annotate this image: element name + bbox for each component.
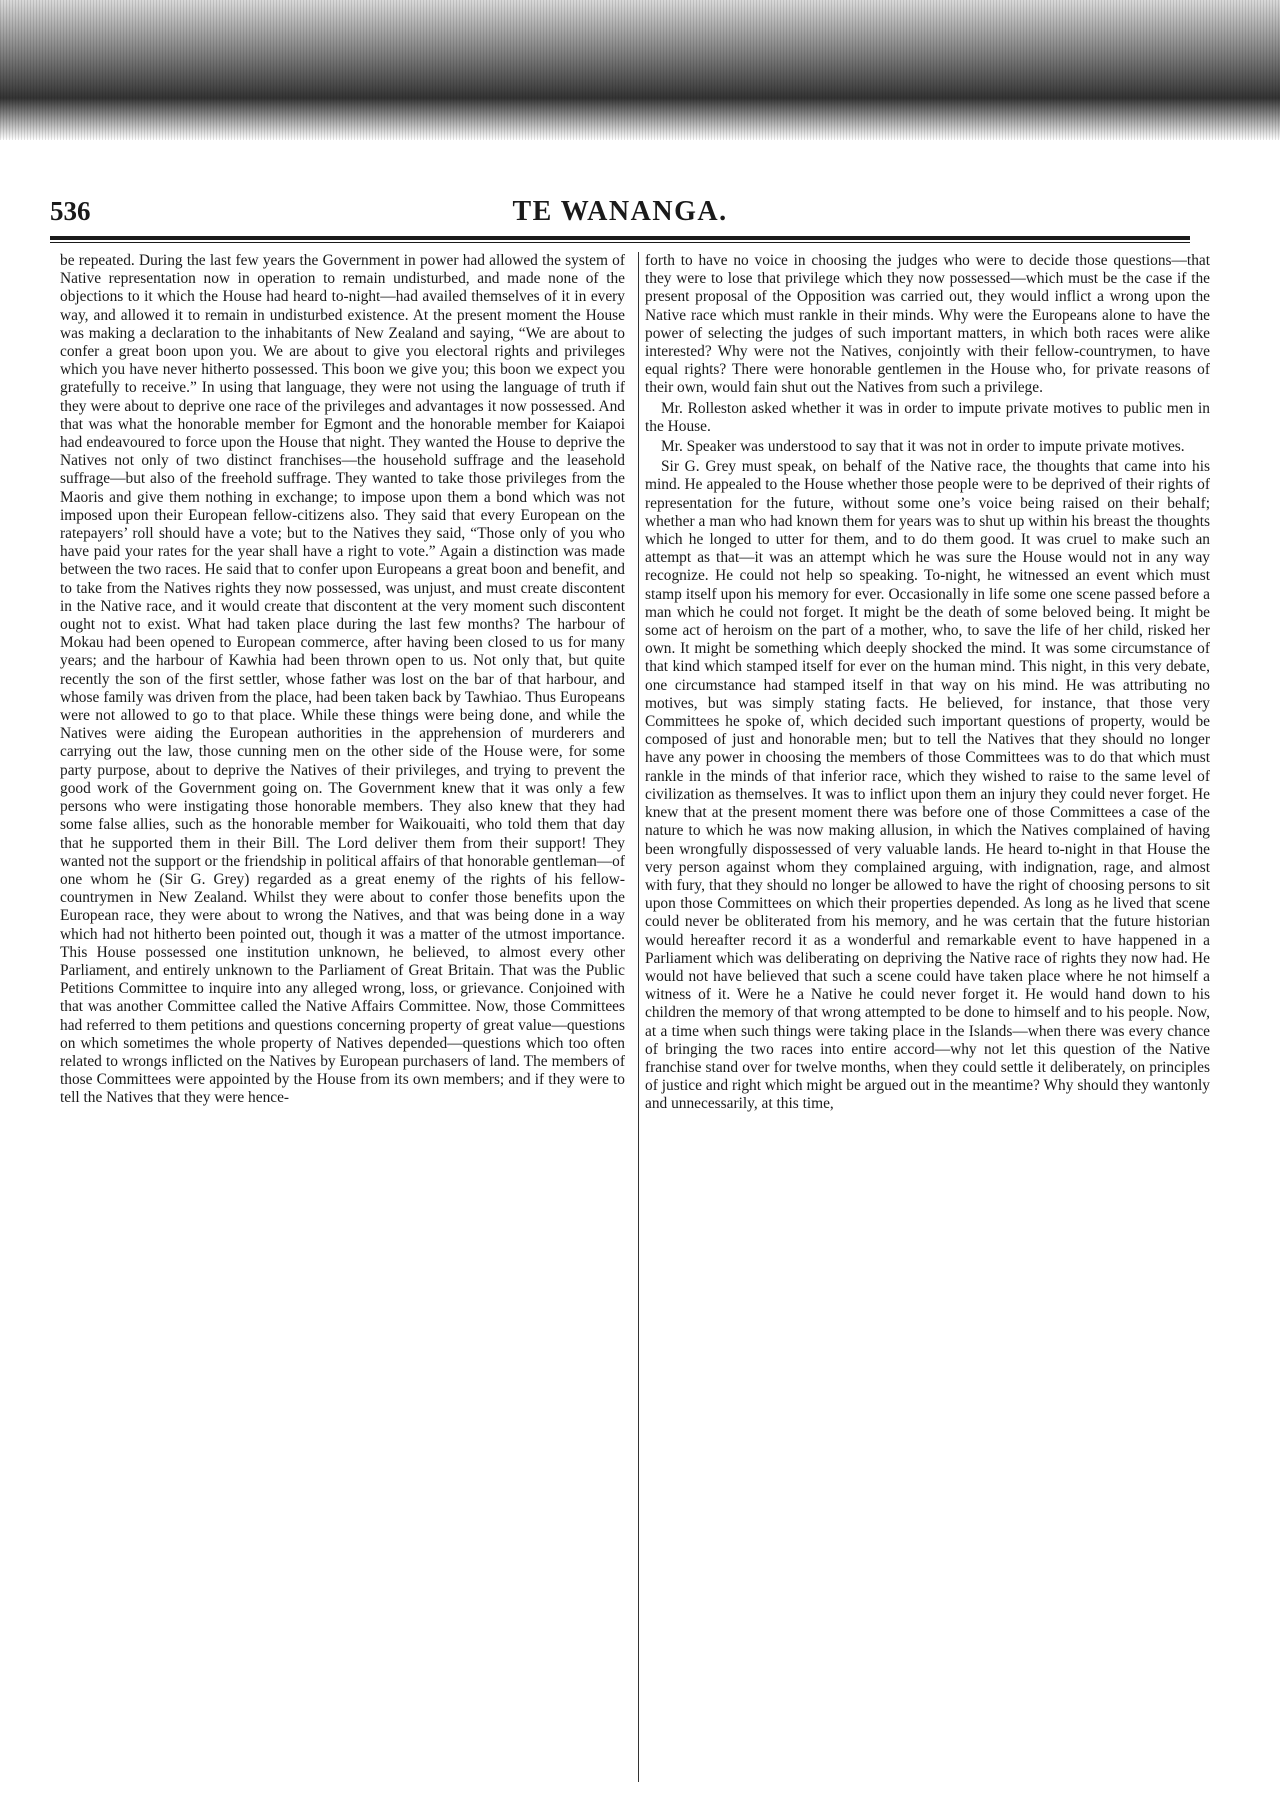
right-paragraph-2: Mr. Rolleston asked whether it was in order to impute private motives to public men in the House. (645, 399, 1210, 435)
scanned-page-top-edge (0, 0, 1280, 140)
right-paragraph-3: Mr. Speaker was understood to say that it was not in order to impute private motives. (661, 438, 1185, 456)
page-header (50, 196, 1190, 230)
left-paragraph-1: be repeated. During the last few years the Government in power had allowed the system of Native representation now in operation to remain undisturbed, and made none of the objections to it which the House had heard to-night—had availed themselves of it in every way, and allowed it to remain in undisturbed existence. At the present moment the House was making a declaration to the inhabitants of New Zealand and saying, “We are about to confer a great boon upon you. We are about to give you electoral rights and privileges which you have never hitherto possessed. This boon we give you; this boon we expect you gratefully to receive.” In using that language, they were not using the language of truth if they were about to deprive one race of the privileges and advantages it now possessed. And that was what the honorable member for Egmont and the honorable member for Kaiapoi had endeavoured to force upon the House that night. They wanted the House to deprive the Natives not only of two distinct franchises—the household suffrage and the leasehold suffrage—but also of the freehold suffrage. They wanted to take those privileges from the Maoris and give them nothing in exchange; to impose upon them a bond which was not imposed upon their European fellow-citizens also. They said that every European on the ratepayers’ roll should have a vote; but to the Natives they said, “Those only of you who have paid your rates for the year shall have a right to vote.” Again a distinction was made between the two races. He said that to confer upon Europeans a great boon and benefit, and to take from the Natives rights they now possessed, was unjust, and must create discontent in the Native race, and it would create that discontent at the very moment such discontent ought not to exist. What had taken place during the last few months? The harbour of Mokau had been opened to European commerce, after having been closed to us for many years; and the harbour of Kawhia had been thrown open to us. Not only that, but quite recently the son of the first settler, whose father was lost on the bar of that harbour, and whose family was driven from the place, had been taken back by Tawhiao. Thus Europeans were not allowed to go to that place. While these things were being done, and while the Natives were aiding the European authorities in the apprehension of murderers and carrying out the law, those cunning men on the other side of the House were, for some party purpose, about to deprive the Natives of their privileges, and trying to prevent the good work of the Government going on. The Government knew that it was only a few persons who were instigating those honorable members. They also knew that they had some false allies, such as the honorable member for Waikouaiti, who told them that day that he supported them in their Bill. The Lord deliver them from their support! They wanted not the support or the friendship in political affairs of that honorable gentleman—of one whom he (Sir G. Grey) regarded as a great enemy of the rights of his fellow-countrymen in New Zealand. Whilst they were about to confer those benefits upon the European race, they were about to wrong the Natives, and that was being done in a way which had not hitherto been pointed out, though it was a matter of the utmost importance. This House possessed one institution unknown, he believed, to almost every other Parliament, and entirely unknown to the Parliament of Great Britain. That was the Public Petitions Committee to inquire into any alleged wrong, loss, or grievance. Conjoined with that was another Committee called the Native Affairs Committee. Now, those Committees had referred to them petitions and questions concerning property of great value—questions on which sometimes the whole property of Natives depended—questions which too often related to wrongs inflicted on the Natives by European purchasers of land. The members of those Committees were appointed by the House from its own members; and if they were to tell the Natives that they were hence- (60, 252, 625, 1107)
right-paragraph-4: Sir G. Grey must speak, on behalf of the Native race, the thoughts that came into his mind. He appealed to the House whether those people were to be deprived of their rights of representation for the future, without some one’s voice being raised on their behalf; whether a man who had known them for years was to shut up within his breast the thoughts which he longed to utter for them, and to do them good. It was cruel to make such an attempt as that—it was an attempt which he was sure the House would not in any way recognize. He could not help so speaking. To-night, he witnessed an event which must stamp itself upon his memory for ever. Occasionally in life some one scene passed before a man which he could not forget. It might be the death of some beloved being. It might be some act of heroism on the part of a mother, who, to save the life of her child, risked her own. It might be something which deeply shocked the mind. It was some circumstance of that kind which stamped itself for ever on the human mind. This night, in this very debate, one circumstance had stamped itself in that way on his mind. He was attributing no motives, but was simply stating facts. He believed, for instance, that those very Committees he spoke of, which decided such important questions of property, would be composed of just and honorable men; but to tell the Natives that they should no longer have any power in choosing the members of those Committees was to do that which must rankle in the minds of that inferior race, which they wished to raise to the same level of civilization as themselves. It was to inflict upon them an injury they could never forget. He knew that at the present moment there was before one of those Committees a case of the nature to which he was now making allusion, in which the Natives complained of having been wrongfully dispossessed of very valuable lands. He heard to-night in that House the very person against whom they complained arguing, with indignation, rage, and almost with fury, that they should no longer be allowed to have the right of choosing persons to sit upon those Committees on which their properties depended. As long as he lived that scene could never be obliterated from his memory, and he was certain that the future historian would hereafter record it as a wonderful and remarkable event to have happened in a Parliament which was deliberating on depriving the Native race of rights they now had. He would not have believed that such a scene could have taken place where he not himself a witness of it. Were he a Native he could never forget it. He would hand down to his children the memory of that wrong attempted to be done to himself and to his people. Now, at a time when such things were taking place in the Islands—when there was every chance of bringing the two races into entire accord—why not let this question of the Native franchise stand over for twelve months, when they could settle it deliberately, on principles of justice and right which might be argued out in the meantime? Why should they wantonly and unnecessarily, at this time, (645, 458, 1210, 1113)
left-column (60, 252, 625, 1792)
newspaper-title: TE WANANGA. (512, 196, 728, 227)
page-number: 536 (50, 196, 91, 226)
header-rule-thin (50, 242, 1190, 243)
header-rule-thick (50, 236, 1190, 240)
right-column (645, 252, 1210, 1792)
right-paragraph-1: forth to have no voice in choosing the judges who were to decide those questions—that they were to lose that privilege which they now possessed—which must be the case if the present proposal of the Opposition was carried out, they would inflict a wrong upon the Native race which must rankle in their minds. Why were the Europeans alone to have the power of selecting the judges of such important matters, in which both races were alike interested? Why were not the Natives, conjointly with their fellow-countrymen, to have equal rights? There were honorable gentlemen in the House who, for private reasons of their own, would fain shut out the Natives from such a privilege. (645, 252, 1210, 397)
column-divider (638, 252, 639, 1782)
